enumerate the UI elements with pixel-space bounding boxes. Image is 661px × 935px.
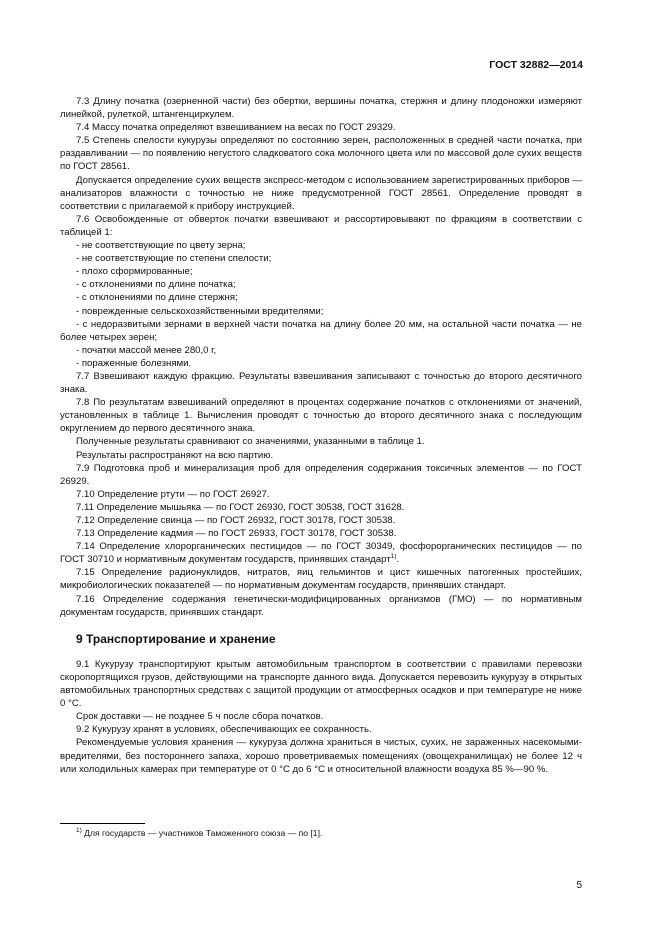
footnote-text: Для государств — участников Таможенного союза — по [1].	[84, 828, 323, 838]
paragraph-7-8: 7.8 По результатам взвешиваний определяют в процентах содержание початков с отклонениями от значений, установленных в таблице 1. Вычисления проводят с точностью до второго десятичного знака с последующим округлением до первого десятичного знака.	[60, 397, 582, 435]
paragraph-compare: Полученные результаты сравнивают со значениями, указанными в таблице 1.	[76, 436, 425, 448]
paragraph-7-6: 7.6 Освобожденные от обверток початки взвешивают и рассортировывают по фракциям в соответствии с таблицей 1:	[60, 213, 582, 238]
paragraph-7-14	[60, 540, 582, 566]
list-item: - с отклонениями по длине початка;	[76, 279, 236, 291]
paragraph-7-14-text: 7.14 Определение хлорорганических пестицидов — по ГОСТ 30349, фосфорорганических пестицидов — по ГОСТ 30710 и нормативным документам государств, принявших стандарт	[60, 541, 582, 566]
list-item: - с отклонениями по длине стержня;	[76, 292, 238, 304]
list-item: - початки массой менее 280,0 г,	[76, 344, 217, 356]
page-body	[60, 95, 582, 776]
paragraph-express-method: Допускается определение сухих веществ экспресс-методом с использованием зарегистрированных приборов — анализаторов влажности с точностью не ниже предусмотренной ГОСТ 28561. Определение проводят в соответствии с прилагаемой к прибору инструкцией.	[60, 174, 582, 212]
page-number: 5	[576, 880, 582, 891]
paragraph-7-13: 7.13 Определение кадмия — по ГОСТ 26933, ГОСТ 30178, ГОСТ 30538.	[76, 528, 397, 540]
paragraph-7-7: 7.7 Взвешивают каждую фракцию. Результаты взвешивания записывают с точностью до второго десятичного знака.	[60, 370, 582, 396]
list-item: - пораженные болезнями.	[76, 357, 192, 369]
paragraph-7-9: 7.9 Подготовка проб и минерализация проб для определения содержания токсичных элементов — по ГОСТ 26929.	[60, 462, 582, 487]
list-item: - с недоразвитыми зернами в верхней части початка на длину более 20 мм, на остальной части початка — не более четырех зерен;	[60, 318, 582, 343]
paragraph-storage-conditions: Рекомендуемые условия хранения — кукуруза должна храниться в чистых, сухих, не зараженных насекомыми-вредителями, без постороннего запаха, хорошо проветриваемых помещениях (овощехранилищах) не более 12 ч или холодильных камерах при температуре от 0 °С до 6 °С и относительной влажности воздуха 85 %—90 %.	[60, 737, 582, 775]
paragraph-7-14-end: .	[396, 554, 400, 566]
paragraph-7-16: 7.16 Определение содержания генетически-модифицированных организмов (ГМО) — по нормативным документам государств, принявших стандарт.	[60, 593, 582, 618]
paragraph-delivery-term: Срок доставки — не позднее 5 ч после сбора початков.	[76, 711, 324, 723]
paragraph-7-15: 7.15 Определение радионуклидов, нитратов, яиц гельминтов и цист кишечных патогенных простейших, микробиологических показателей — по нормативным документам государств, принявших стандарт.	[60, 567, 582, 592]
paragraph-9-2: 9.2 Кукурузу хранят в условиях, обеспечивающих ее сохранность.	[76, 724, 372, 736]
paragraph-9-1: 9.1 Кукурузу транспортируют крытым автомобильным транспортом в соответствии с правилами перевозки скоропортящихся грузов, действующими на транспорте данного вида. Допускается перевозить кукурузу в открытых автомобильных транспортных средствах с защитой продукции от атмосферных осадков и при температуре не ниже 0 °С.	[60, 658, 582, 710]
footnote-reference: 1)	[390, 553, 397, 561]
paragraph-7-5: 7.5 Степень спелости кукурузы определяют по состоянию зерен, расположенных в средней части початка, при раздавливании — по появлению негустого сладковатого сока молочного цвета или по массовой доле сухих веществ по ГОСТ 28561.	[60, 135, 582, 173]
paragraph-7-11: 7.11 Определение мышьяка — по ГОСТ 26930, ГОСТ 30538, ГОСТ 31628.	[76, 501, 405, 513]
document-id-header: ГОСТ 32882—2014	[489, 59, 583, 71]
list-item: - плохо сформированные;	[76, 266, 193, 278]
section-9-heading: 9 Транспортирование и хранение	[76, 631, 276, 646]
paragraph-7-12: 7.12 Определение свинца — по ГОСТ 26932, ГОСТ 30178, ГОСТ 30538.	[76, 515, 396, 526]
footnote	[76, 828, 322, 838]
list-item: - не соответствующие по степени спелости;	[76, 253, 272, 265]
list-item: - поврежденные сельскохозяйственными вредителями;	[76, 305, 324, 317]
footnote-separator	[60, 823, 145, 824]
footnote-marker: 1)	[76, 827, 82, 835]
list-item: - не соответствующие по цвету зерна;	[76, 240, 246, 252]
paragraph-7-3: 7.3 Длину початка (озерненной части) без обертки, вершины початка, стержня и длину плодоножки измеряют линейкой, рулеткой, штангенциркулем.	[60, 96, 582, 121]
paragraph-7-10: 7.10 Определение ртути — по ГОСТ 26927.	[76, 488, 270, 500]
paragraph-7-4: 7.4 Массу початка определяют взвешиванием на весах по ГОСТ 29329.	[76, 122, 396, 134]
paragraph-extend: Результаты распространяют на всю партию.	[76, 449, 274, 461]
